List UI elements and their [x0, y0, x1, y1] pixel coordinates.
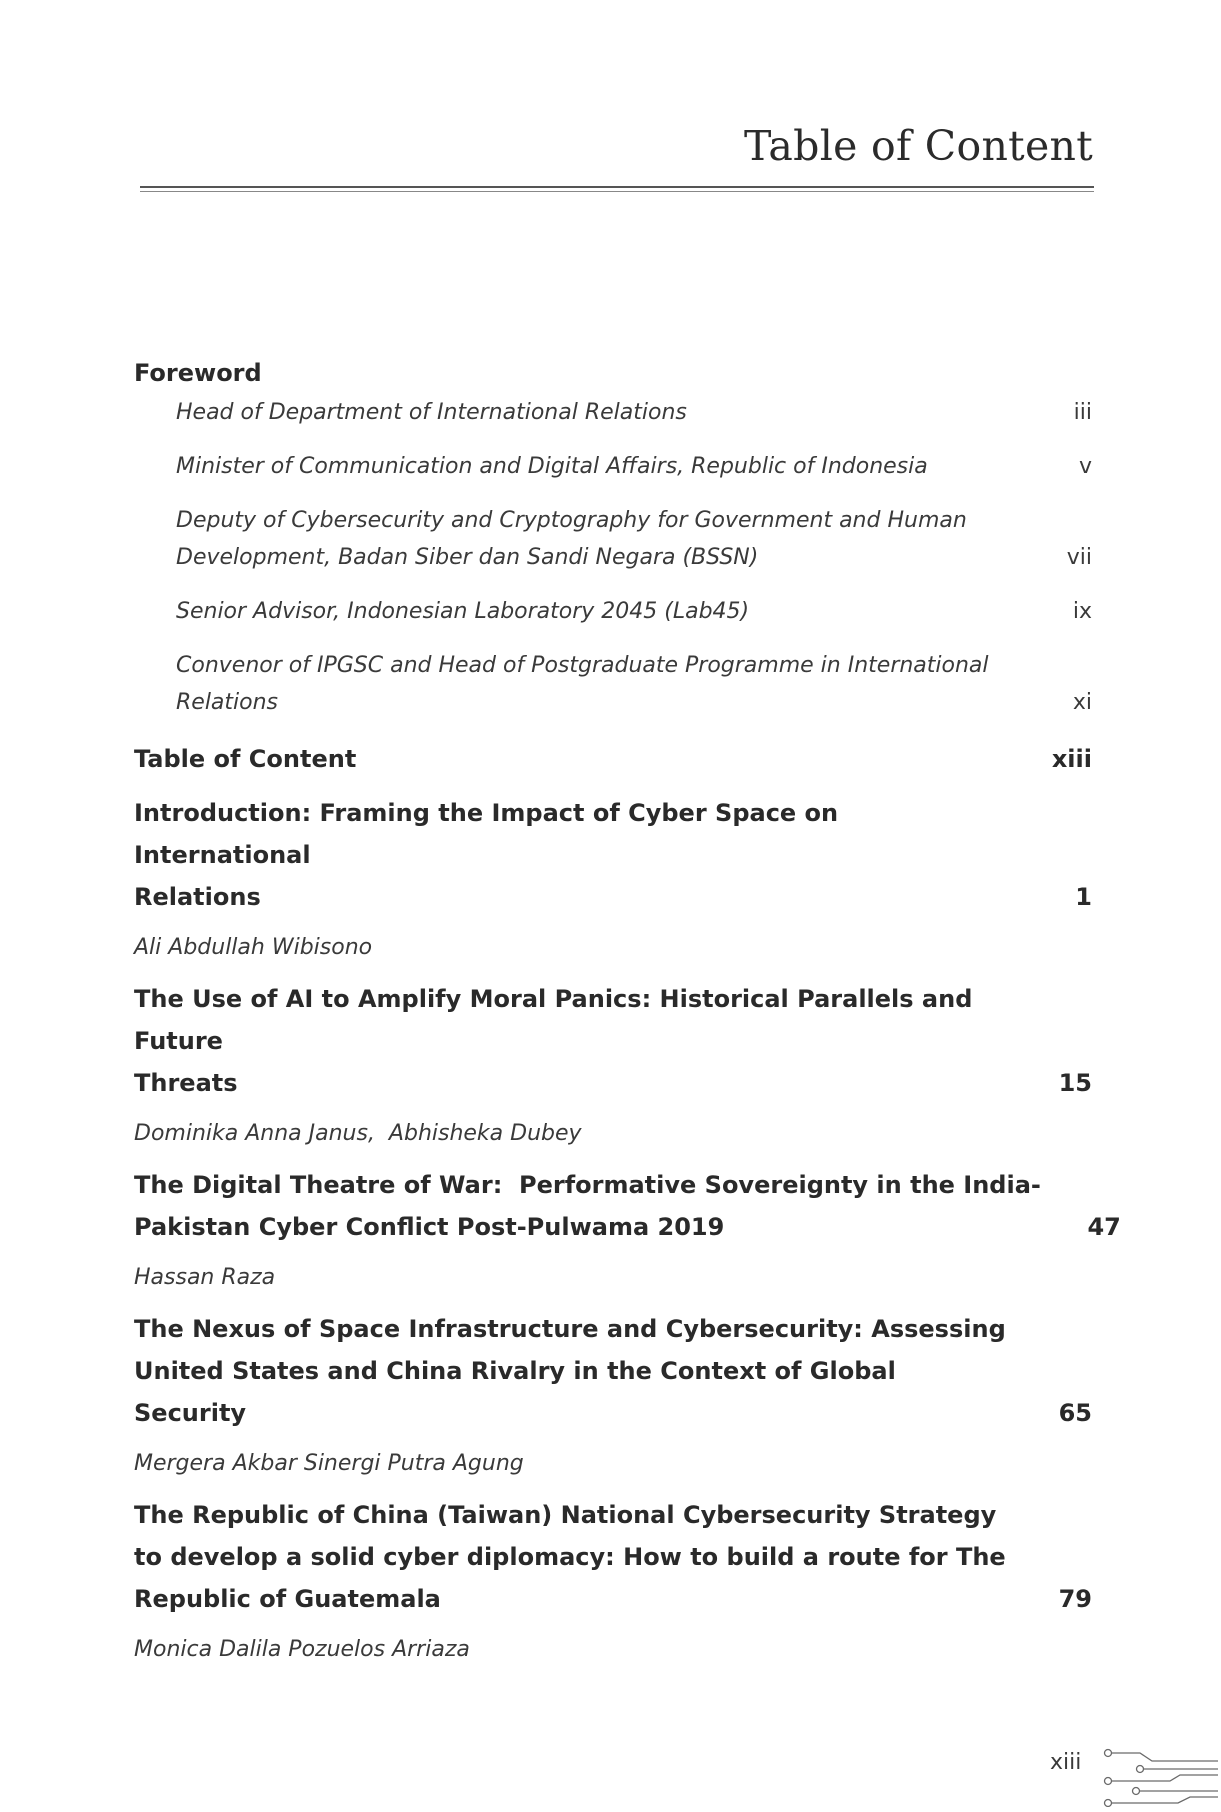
chapter-title-line: to develop a solid cyber diplomacy: How to build a route for The	[134, 1543, 1006, 1571]
foreword-item-line: Relations	[176, 690, 279, 715]
foreword-item[interactable]	[134, 593, 1094, 630]
chapter-title	[134, 978, 1012, 1104]
foreword-item-line: Convenor of IPGSC and Head of Postgraduate Programme in International	[176, 653, 989, 678]
foreword-item-title	[176, 448, 1012, 485]
chapter-title-line: Pakistan Cyber Conflict Post-Pulwama 2019	[134, 1213, 725, 1241]
table-of-contents	[134, 352, 1121, 1680]
chapter-entry[interactable]	[134, 1494, 1094, 1620]
chapter-title	[134, 1164, 1041, 1248]
page-number: xiii	[1050, 1750, 1082, 1775]
chapter-author: Monica Dalila Pozuelos Arriaza	[134, 1637, 470, 1662]
chapter-entry[interactable]	[134, 792, 1094, 918]
chapter-author: Ali Abdullah Wibisono	[134, 935, 373, 960]
chapter-title-line: Republic of Guatemala	[134, 1585, 441, 1613]
chapter-entry[interactable]	[134, 978, 1094, 1104]
foreword-item[interactable]	[134, 448, 1094, 485]
chapter-title-line: Relations	[134, 883, 261, 911]
chapter-title-line: The Republic of China (Taiwan) National Cybersecurity Strategy	[134, 1501, 997, 1529]
page-ref: xiii	[1051, 745, 1092, 773]
title-rule-thin	[140, 191, 1094, 192]
foreword-item-line: Head of Department of International Relations	[176, 400, 687, 425]
foreword-item-title	[176, 647, 1012, 721]
foreword-item-line: Senior Advisor, Indonesian Laboratory 2045 (Lab45)	[176, 599, 750, 624]
foreword-item[interactable]	[134, 502, 1094, 576]
chapter-title	[134, 792, 1012, 918]
foreword-item-line: Development, Badan Siber dan Sandi Negara (BSSN)	[176, 545, 759, 570]
page-ref: 79	[1058, 1585, 1092, 1613]
page-ref: vii	[1066, 545, 1092, 570]
toc-entry-title: Table of Content	[134, 745, 357, 773]
chapter-author: Hassan Raza	[134, 1265, 276, 1290]
chapter-title-line: The Use of AI to Amplify Moral Panics: Historical Parallels and Future	[134, 985, 973, 1055]
page-ref: iii	[1073, 400, 1092, 425]
page-ref: 1	[1075, 883, 1092, 911]
chapter-author: Mergera Akbar Sinergi Putra Agung	[134, 1451, 524, 1476]
foreword-item[interactable]	[134, 394, 1094, 431]
chapter-title-line: United States and China Rivalry in the Context of Global Security	[134, 1357, 896, 1427]
chapter-entry[interactable]	[134, 1164, 1121, 1248]
foreword-item-line: Minister of Communication and Digital Affairs, Republic of Indonesia	[176, 454, 928, 479]
circuit-lines-icon	[1100, 1745, 1218, 1807]
page-ref: ix	[1072, 599, 1092, 624]
foreword-item[interactable]	[134, 647, 1094, 721]
chapter-entry[interactable]	[134, 1308, 1094, 1434]
chapter-title-line: The Digital Theatre of War: Performative Sovereignty in the India-	[134, 1171, 1041, 1199]
foreword-item-title	[176, 593, 1012, 630]
page-ref: 65	[1058, 1399, 1092, 1427]
page-ref: 47	[1087, 1213, 1121, 1241]
foreword-item-title	[176, 502, 1012, 576]
page-ref: v	[1078, 454, 1092, 479]
page-ref: 15	[1058, 1069, 1092, 1097]
page-title: Table of Content	[743, 122, 1093, 170]
chapter-title-line: The Nexus of Space Infrastructure and Cybersecurity: Assessing	[134, 1315, 1006, 1343]
foreword-heading: Foreword	[134, 359, 262, 387]
toc-entry[interactable]	[134, 738, 1094, 780]
chapter-title-line: Introduction: Framing the Impact of Cyber Space on International	[134, 799, 839, 869]
chapter-title	[134, 1308, 1012, 1434]
chapter-author: Dominika Anna Janus, Abhisheka Dubey	[134, 1121, 582, 1146]
page-ref: xi	[1072, 690, 1092, 715]
chapter-title-line: Threats	[134, 1069, 238, 1097]
title-rule	[140, 186, 1094, 188]
foreword-item-line: Deputy of Cybersecurity and Cryptography for Government and Human	[176, 508, 967, 533]
foreword-item-title	[176, 394, 1012, 431]
chapter-title	[134, 1494, 1012, 1620]
